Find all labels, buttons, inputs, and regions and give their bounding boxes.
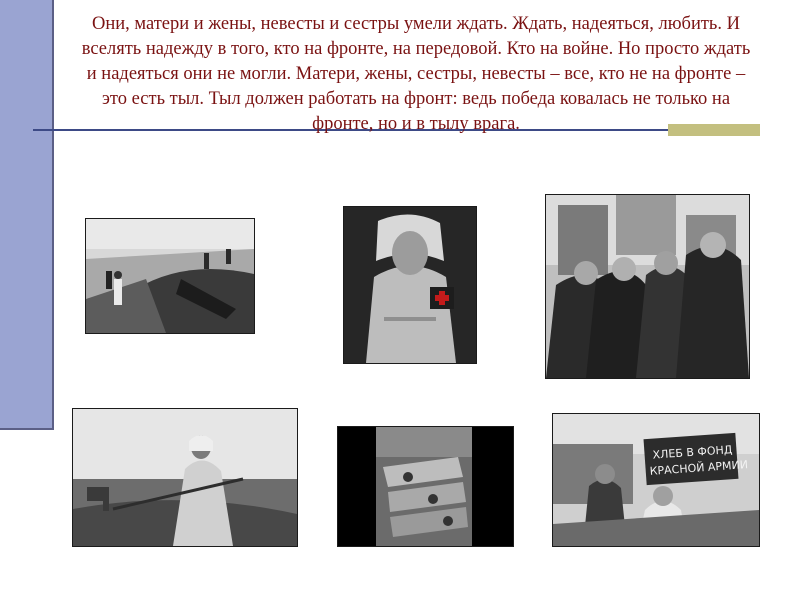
slide-body-text: Они, матери и жены, невесты и сестры умели ждать. Ждать, надеяться, любить. И вселять надежду в того, кто на фронте, на передовой. Кто на войне. Но просто ждать и надеяться они не могли. Матери, жены, сестры, невесты – все, кто не на фронте – это есть тыл. Тыл должен работать на фронт: ведь победа ковалась не только на фронте, но и в тылу врага. xyxy=(81,14,751,134)
photo-woman-plowing-field xyxy=(72,408,298,547)
photo-women-partisans xyxy=(545,194,750,379)
banner-text-line-1: ХЛЕБ В ФОНД xyxy=(652,443,733,462)
side-decoration-bar xyxy=(0,0,54,430)
photo-bread-banner xyxy=(552,413,760,547)
photo-women-digging-trench xyxy=(85,218,255,334)
photo-nurse-red-cross xyxy=(343,206,477,364)
photo-factory-workers xyxy=(337,426,514,547)
banner-text-line-2: КРАСНОЙ АРМИИ xyxy=(649,458,749,478)
